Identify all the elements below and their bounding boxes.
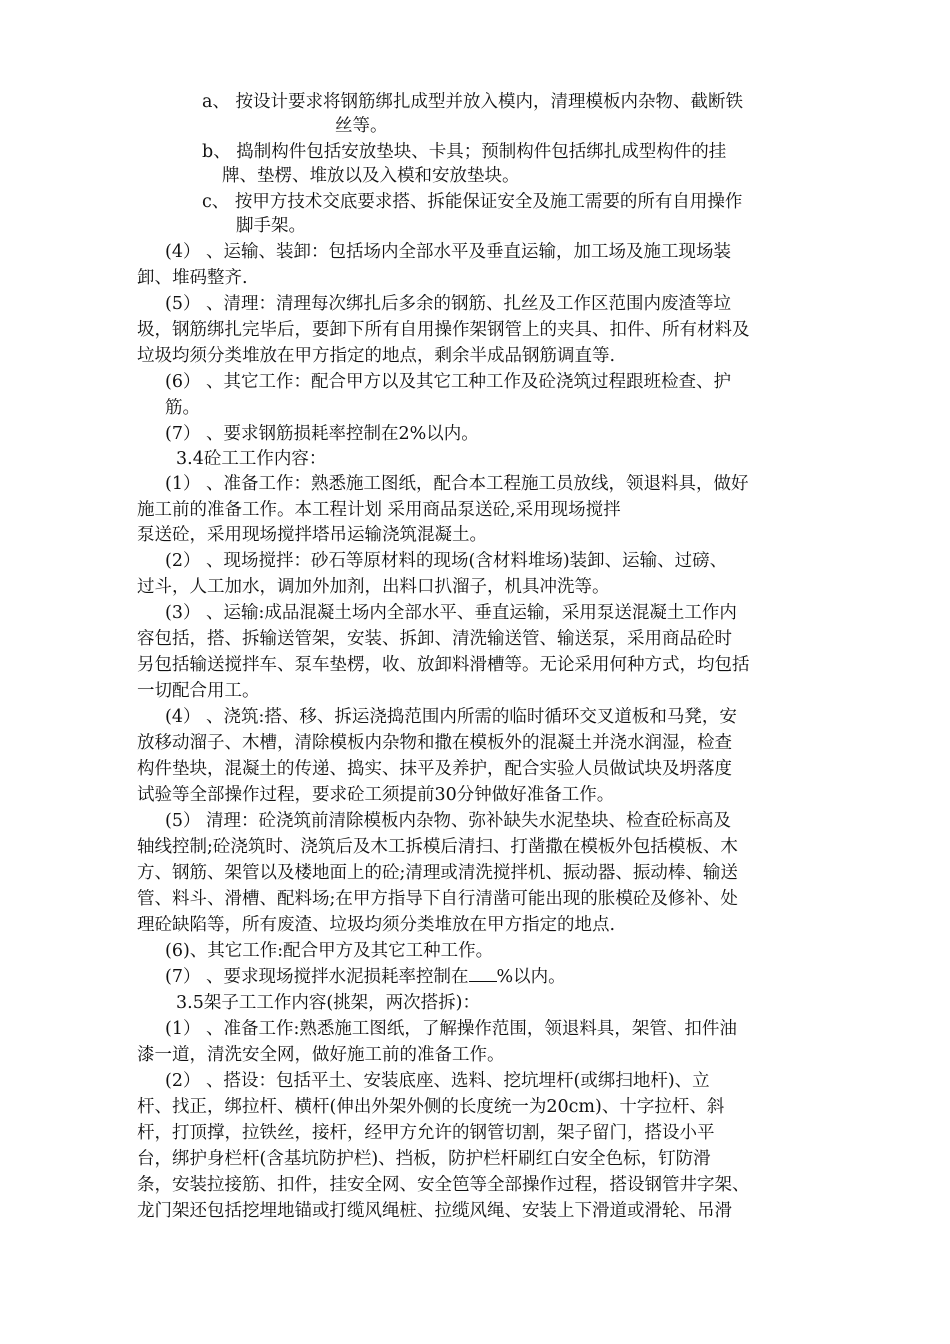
text-line: a、 按设计要求将钢筋绑扎成型并放入模内，清理模板内杂物、截断铁	[202, 92, 743, 112]
text-line: (5） 、清理：清理每次绑扎后多余的钢筋、扎丝及工作区范围内废渣等垃	[165, 294, 732, 314]
text-line: 牌、垫楞、堆放以及入模和安放垫块。	[222, 166, 520, 186]
text-line: 台，绑护身栏杆(含基坑防护栏)、挡板，防护栏杆刷红白安全色标，钉防滑	[137, 1149, 711, 1169]
text-line: 筋。	[165, 398, 200, 418]
text-line: 构件垫块，混凝土的传递、捣实、抹平及养护，配合实验人员做试块及坍落度	[137, 759, 732, 779]
text-line: 龙门架还包括挖埋地锚或打缆风绳桩、拉缆风绳、安装上下滑道或滑轮、吊滑	[137, 1201, 732, 1221]
text-line: 圾，钢筋绑扎完毕后，要卸下所有自用操作架钢管上的夹具、扣件、所有材料及	[137, 320, 750, 340]
text-line: (1） 、准备工作:熟悉施工图纸，了解操作范围，领退料具，架管、扣件油	[165, 1019, 737, 1039]
text-line: 丝等。	[335, 116, 388, 136]
text-line: (7） 、要求钢筋损耗率控制在2%以内。	[165, 424, 479, 444]
text-line: 理砼缺陷等，所有废渣、垃圾均须分类堆放在甲方指定的地点.	[137, 915, 616, 935]
text-line: 放移动溜子、木槽，清除模板内杂物和撒在模板外的混凝土并浇水润湿，检查	[137, 733, 732, 753]
text-line: 过斗，人工加水，调加外加剂，出料口扒溜子，机具冲洗等。	[137, 577, 610, 597]
text-line: 杆，打顶撑，拉铁丝，接杆，经甲方允许的钢管切割，架子留门，搭设小平	[137, 1123, 715, 1143]
text-line: 方、钢筋、架管以及楼地面上的砼;清理或清洗搅拌机、振动器、振动棒、输送	[137, 863, 738, 883]
text-line: 管、料斗、滑槽、配料场;在甲方指导下自行清凿可能出现的胀模砼及修补、处	[137, 889, 738, 909]
text-line: (2） 、搭设：包括平土、安装底座、选料、挖坑埋杆(或绑扫地杆)、立	[165, 1071, 710, 1091]
text-line: (3） 、运输:成品混凝土场内全部水平、垂直运输，采用泵送混凝土工作内	[165, 603, 737, 623]
text-line: 卸、堆码整齐.	[137, 268, 248, 288]
text-line	[165, 965, 950, 989]
text-line: (6)、其它工作:配合甲方及其它工种工作。	[165, 941, 494, 961]
text-line: 轴线控制;砼浇筑时、浇筑后及木工拆模后清扫、打凿撒在模板外包括模板、木	[137, 837, 738, 857]
text-line: 垃圾均须分类堆放在甲方指定的地点，剩余半成品钢筋调直等.	[137, 346, 616, 366]
text-line: (6） 、其它工作：配合甲方以及其它工种工作及砼浇筑过程跟班检查、护	[165, 372, 732, 392]
text-line: 杆、找正，绑拉杆、横杆(伸出外架外侧的长度统一为20cm)、十字拉杆、斜	[137, 1097, 725, 1117]
text-line: (2） 、现场搅拌：砂石等原材料的现场(含材料堆场)装卸、运输、过磅、	[165, 551, 728, 571]
text-line: 试验等全部操作过程，要求砼工须提前30分钟做好准备工作。	[137, 785, 615, 805]
section-heading: 3.4砼工工作内容：	[176, 449, 327, 469]
text-line: 条，安装拉接筋、扣件，挂安全网、安全笆等全部操作过程，搭设钢管井字架、	[137, 1175, 750, 1195]
text-line: (5） 清理：砼浇筑前清除模板内杂物、弥补缺失水泥垫块、检查砼标高及	[165, 811, 732, 831]
text-line: (4） 、浇筑:搭、移、拆运浇捣范围内所需的临时循环交叉道板和马凳，安	[165, 707, 737, 727]
section-heading: 3.5架子工工作内容(挑架，两次搭拆)：	[176, 993, 480, 1013]
text-line: (4） 、运输、装卸：包括场内全部水平及垂直运输，加工场及施工现场装	[165, 242, 732, 262]
text-fragment: (7） 、要求现场搅拌水泥损耗率控制在	[165, 967, 469, 987]
text-line: 另包括输送搅拌车、泵车垫楞，收、放卸料滑槽等。无论采用何种方式，均包括	[137, 655, 750, 675]
text-line: c、 按甲方技术交底要求搭、拆能保证安全及施工需要的所有自用操作	[202, 192, 743, 212]
fill-in-blank	[469, 965, 497, 982]
text-line: 施工前的准备工作。本工程计划 采用商品泵送砼,采用现场搅拌	[137, 500, 621, 520]
text-line: 漆一道，清洗安全网，做好施工前的准备工作。	[137, 1045, 505, 1065]
text-line: 泵送砼，采用现场搅拌塔吊运输浇筑混凝土。	[137, 525, 487, 545]
text-line: 脚手架。	[236, 216, 306, 236]
text-line: b、 捣制构件包括安放垫块、卡具；预制构件包括绑扎成型构件的挂	[202, 142, 727, 162]
text-line: 一切配合用工。	[137, 681, 260, 701]
text-fragment: %以内。	[496, 967, 566, 987]
text-line: (1） 、准备工作：熟悉施工图纸，配合本工程施工员放线，领退料具，做好	[165, 474, 749, 494]
text-line: 容包括，搭、拆输送管架，安装、拆卸、清洗输送管、输送泵，采用商品砼时	[137, 629, 732, 649]
